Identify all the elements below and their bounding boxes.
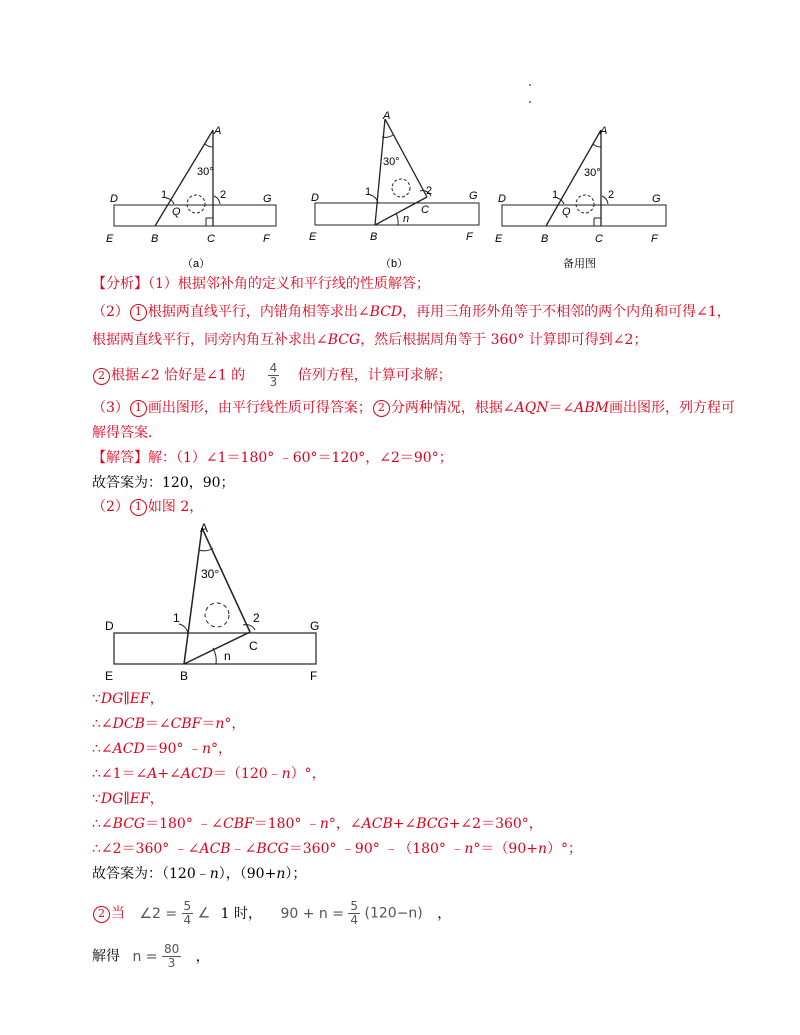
text: ＝∠ <box>548 400 575 416</box>
proof-line-1 <box>92 689 164 709</box>
text: ∴∠2＝360° ﹣∠ <box>92 841 200 857</box>
analysis-line-3 <box>92 330 647 350</box>
label-G: G <box>263 193 272 205</box>
text: AQN <box>514 400 549 416</box>
text: BCG <box>327 332 361 348</box>
label-A: A <box>600 125 608 137</box>
text: ∴∠1＝∠ <box>92 766 148 782</box>
caption: （b） <box>380 258 409 270</box>
text: （2） <box>92 499 129 515</box>
label-C: C <box>249 639 258 653</box>
text: ﹣∠ <box>230 841 257 857</box>
proof-line-4 <box>92 764 326 784</box>
text: BCG <box>112 816 146 832</box>
text: ），（90+ <box>218 866 277 882</box>
text: 1 时， <box>220 905 263 922</box>
denominator: 4 <box>350 913 359 927</box>
label-G: G <box>652 193 661 205</box>
text: ∴∠ <box>92 816 113 832</box>
text: 解：（1）∠1＝180° ﹣60°＝120°，∠2＝90°； <box>148 450 453 466</box>
label-2: 2 <box>220 189 227 201</box>
label-F: F <box>310 669 318 683</box>
label-angle: 30° <box>197 166 214 178</box>
numerator: 5 <box>183 899 192 913</box>
text: DCB <box>112 716 145 732</box>
denominator: 3 <box>269 375 278 389</box>
circled-number: 1 <box>130 400 147 417</box>
text: 故答案为：（120﹣ <box>92 866 210 882</box>
text: 如图 2， <box>147 499 204 515</box>
text: ）°； <box>546 841 582 857</box>
text: +∠ <box>157 766 181 782</box>
text: n <box>281 766 291 782</box>
label-1: 1 <box>161 189 168 201</box>
equation-text: (120−n) <box>364 905 423 922</box>
label-n: n <box>403 213 410 225</box>
label-1: 1 <box>173 611 180 625</box>
text: ，然后根据周角等于 360° 计算即可得到∠2； <box>360 332 648 348</box>
label-C: C <box>207 233 215 245</box>
denominator: 4 <box>183 913 192 927</box>
label-B: B <box>541 233 549 245</box>
answer-line-1 <box>92 448 453 468</box>
text: 解得答案． <box>92 425 162 441</box>
text: BCG <box>416 816 449 832</box>
text: ACD <box>112 741 145 757</box>
text: （1）根据邻补角的定义和平行线的性质解答； <box>148 276 430 292</box>
equation-text: n = <box>132 948 158 965</box>
text: ，再用三角形外角等于不相邻的两个内角和可得∠1， <box>402 304 731 320</box>
text: BCG <box>256 841 289 857</box>
label-D: D <box>110 193 118 205</box>
text: （3） <box>92 400 129 416</box>
text: ＝360° ﹣90° ﹣（180° ﹣ <box>288 841 465 857</box>
text: CBF <box>170 716 202 732</box>
text: 解得 <box>92 948 120 965</box>
label-A: A <box>383 110 391 122</box>
label-Q: Q <box>172 206 181 218</box>
text: 根据两直线平行，同旁内角互补求出∠ <box>92 332 328 348</box>
answer-tag: 【解答】 <box>92 450 148 466</box>
ab-line <box>155 130 213 226</box>
caption: 备用图 <box>563 258 596 270</box>
text: ＝∠ <box>144 716 171 732</box>
answer-line-3 <box>92 497 203 517</box>
analysis-line-5 <box>92 398 735 418</box>
circled-number: 2 <box>373 400 390 417</box>
text: ∴∠ <box>92 716 113 732</box>
text: 故答案为：120，90； <box>92 475 235 491</box>
label-2: 2 <box>608 189 615 201</box>
text: ， <box>149 691 164 707</box>
text: ＝180° ﹣∠ <box>145 816 223 832</box>
text: +∠2＝360°， <box>448 816 543 832</box>
figure-b <box>303 105 493 270</box>
label-D: D <box>311 192 319 204</box>
label-F: F <box>651 233 658 245</box>
strip <box>315 203 479 225</box>
numerator: 4 <box>269 361 278 375</box>
text: ACD <box>180 766 213 782</box>
dot-1 <box>529 84 531 86</box>
text: 画出图形，列方程可 <box>608 400 735 416</box>
text: 画出图形，由平行线性质可得答案； <box>147 400 372 416</box>
text: n <box>215 716 225 732</box>
proof-line-5 <box>92 789 164 809</box>
answer-line-2 <box>92 473 235 493</box>
label-E: E <box>105 669 114 683</box>
text: （2） <box>92 304 129 320</box>
equation-text: 90 + n = <box>280 905 344 922</box>
text: n <box>201 741 211 757</box>
figure-spare <box>490 120 680 270</box>
text: ＝180° ﹣ <box>253 816 320 832</box>
text: ）； <box>285 866 307 882</box>
label-1: 1 <box>552 189 559 201</box>
label-B: B <box>180 669 189 683</box>
label-angle: 30° <box>584 167 601 179</box>
text: 倍列方程，计算可求解； <box>297 367 452 384</box>
text: ∵ <box>92 791 101 807</box>
label-E: E <box>495 233 503 245</box>
text: n <box>537 841 547 857</box>
text: °， <box>224 716 246 732</box>
text: 分两种情况，根据∠ <box>390 400 515 416</box>
fraction <box>182 900 194 927</box>
analysis-tag: 【分析】 <box>92 276 148 292</box>
strip <box>114 205 276 226</box>
label-C: C <box>595 233 603 245</box>
fraction <box>268 362 280 389</box>
text: ＝ <box>201 716 216 732</box>
text: ， <box>195 948 210 965</box>
text: n <box>464 841 474 857</box>
text: ＝90° ﹣ <box>144 741 202 757</box>
figure-2 <box>100 518 330 688</box>
proof-line-10 <box>92 943 210 970</box>
text: ∵ <box>92 691 101 707</box>
text: ， <box>149 791 164 807</box>
label-E: E <box>309 231 317 243</box>
caption: （a） <box>182 258 211 270</box>
label-F: F <box>466 231 473 243</box>
text: ＝（120﹣ <box>212 766 282 782</box>
label-angle: 30° <box>383 156 400 168</box>
analysis-line-4 <box>92 362 452 389</box>
label-E: E <box>106 233 114 245</box>
numerator: 5 <box>350 899 359 913</box>
text: ACB <box>199 841 231 857</box>
text: °＝（90+ <box>473 841 538 857</box>
label-B: B <box>151 233 159 245</box>
analysis-line-2 <box>92 302 731 322</box>
text: °，∠ <box>328 816 362 832</box>
label-D: D <box>498 193 506 205</box>
proof-line-3 <box>92 739 232 759</box>
text: BCD <box>369 304 403 320</box>
text: 根据∠2 恰好是∠1 的 <box>111 367 246 384</box>
text: DG∥EF <box>100 691 150 707</box>
label-G: G <box>469 190 478 202</box>
label-2: 2 <box>426 185 433 197</box>
proof-line-2 <box>92 714 245 734</box>
text: n <box>276 866 286 882</box>
text: °， <box>210 741 232 757</box>
label-2: 2 <box>253 611 260 625</box>
text: ABM <box>574 400 609 416</box>
label-angle: 30° <box>201 567 220 581</box>
circled-number: 2 <box>93 368 110 385</box>
text: CBF <box>223 816 254 832</box>
text: ， <box>437 905 452 922</box>
circled-number: 1 <box>130 499 147 516</box>
analysis-line-6 <box>92 423 162 443</box>
label-A: A <box>200 521 209 535</box>
text: 根据两直线平行，内错角相等求出∠ <box>147 304 370 320</box>
label-G: G <box>310 619 320 633</box>
label-Q: Q <box>562 206 571 218</box>
numerator: 80 <box>163 942 180 956</box>
label-1: 1 <box>365 186 372 198</box>
proof-line-9 <box>92 900 451 927</box>
text: ACB <box>361 816 393 832</box>
figure-a <box>100 120 290 270</box>
text: n <box>209 866 219 882</box>
equation-text: ∠ <box>197 905 211 922</box>
proof-line-8 <box>92 864 306 884</box>
text: A <box>147 766 158 782</box>
label-C: C <box>421 204 429 216</box>
label-F: F <box>263 233 270 245</box>
text: DG∥EF <box>100 791 150 807</box>
analysis-line-1 <box>92 274 430 294</box>
equation-text: ∠2 = <box>139 905 178 922</box>
circled-number: 2 <box>93 906 110 923</box>
label-D: D <box>105 619 114 633</box>
label-n: n <box>224 649 231 663</box>
dot-2 <box>529 101 531 103</box>
denominator: 3 <box>167 956 176 970</box>
text: ）°， <box>290 766 326 782</box>
label-B: B <box>370 231 378 243</box>
proof-line-7 <box>92 839 582 859</box>
text: 当 <box>111 905 125 922</box>
fraction <box>162 943 181 970</box>
fraction <box>348 900 360 927</box>
circled-number: 1 <box>130 304 147 321</box>
proof-line-6 <box>92 814 543 834</box>
text: +∠ <box>392 816 417 832</box>
text: ∴∠ <box>92 741 113 757</box>
label-A: A <box>214 125 222 137</box>
text: n <box>319 816 329 832</box>
